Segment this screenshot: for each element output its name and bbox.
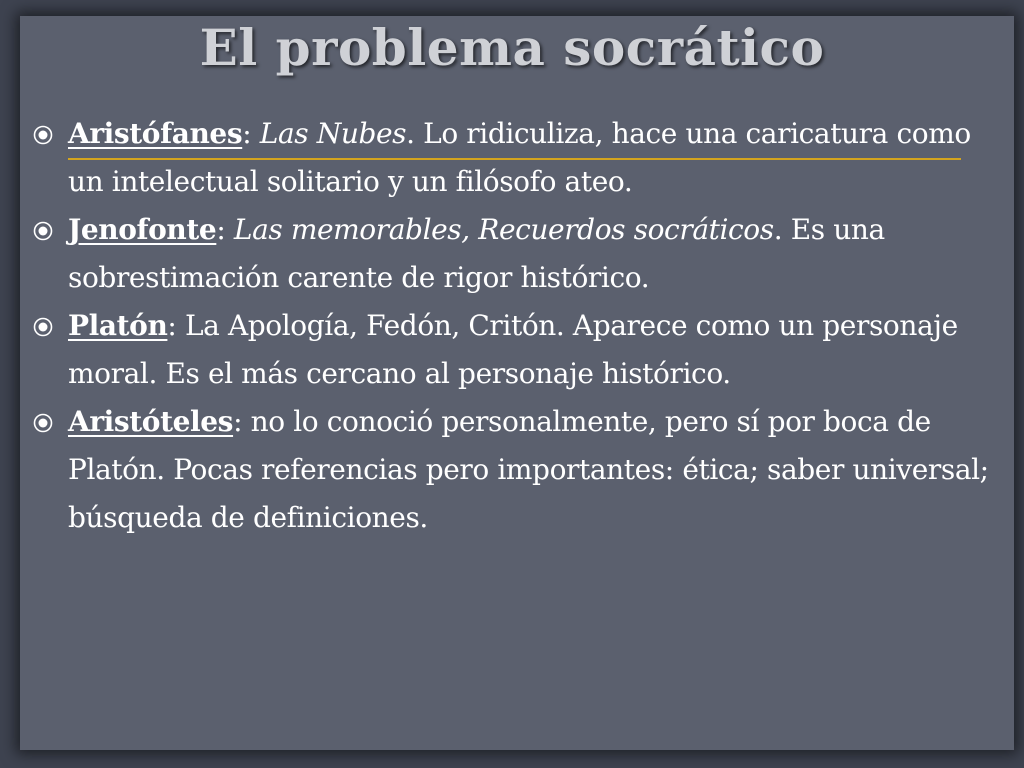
bullet-work-title: Las Nubes: [259, 117, 407, 150]
bullet-text: . Es una sobrestimación carente de rigor histórico.: [68, 213, 885, 294]
bullet-text: La Apología, Fedón, Critón. Aparece como un personaje moral. Es el más cercano al personaje histórico.: [68, 309, 958, 390]
slide-title: El problema socrático: [199, 18, 825, 77]
bullet-author: Aristófanes: [68, 117, 243, 150]
bullet-circle-icon: [32, 412, 54, 434]
bullet-author: Platón: [68, 309, 168, 342]
bullet-separator: :: [233, 405, 251, 438]
bullet-item-platon: [32, 302, 1010, 398]
bullet-circle-icon: [32, 316, 54, 338]
bullet-item-aristoteles: [32, 398, 1010, 542]
bullet-text: no lo conoció personalmente, pero sí por boca de Platón. Pocas referencias pero importantes: ética; saber universal; búsqueda de definiciones.: [68, 405, 989, 534]
bullet-list: [32, 110, 1010, 542]
bullet-circle-icon: [32, 220, 54, 242]
bullet-separator: :: [242, 117, 260, 150]
bullet-author: Aristóteles: [68, 405, 234, 438]
bullet-separator: :: [216, 213, 234, 246]
bullet-separator: :: [167, 309, 185, 342]
bullet-text: . Lo ridiculiza, hace una caricatura como un intelectual solitario y un filósofo ateo.: [68, 117, 971, 198]
bullet-author: Jenofonte: [68, 213, 217, 246]
bullet-item-jenofonte: [32, 206, 1010, 302]
bullet-work-title: Las memorables, Recuerdos socráticos: [233, 213, 774, 246]
bullet-item-aristofanes: [32, 110, 1010, 206]
bullet-circle-icon: [32, 124, 54, 146]
